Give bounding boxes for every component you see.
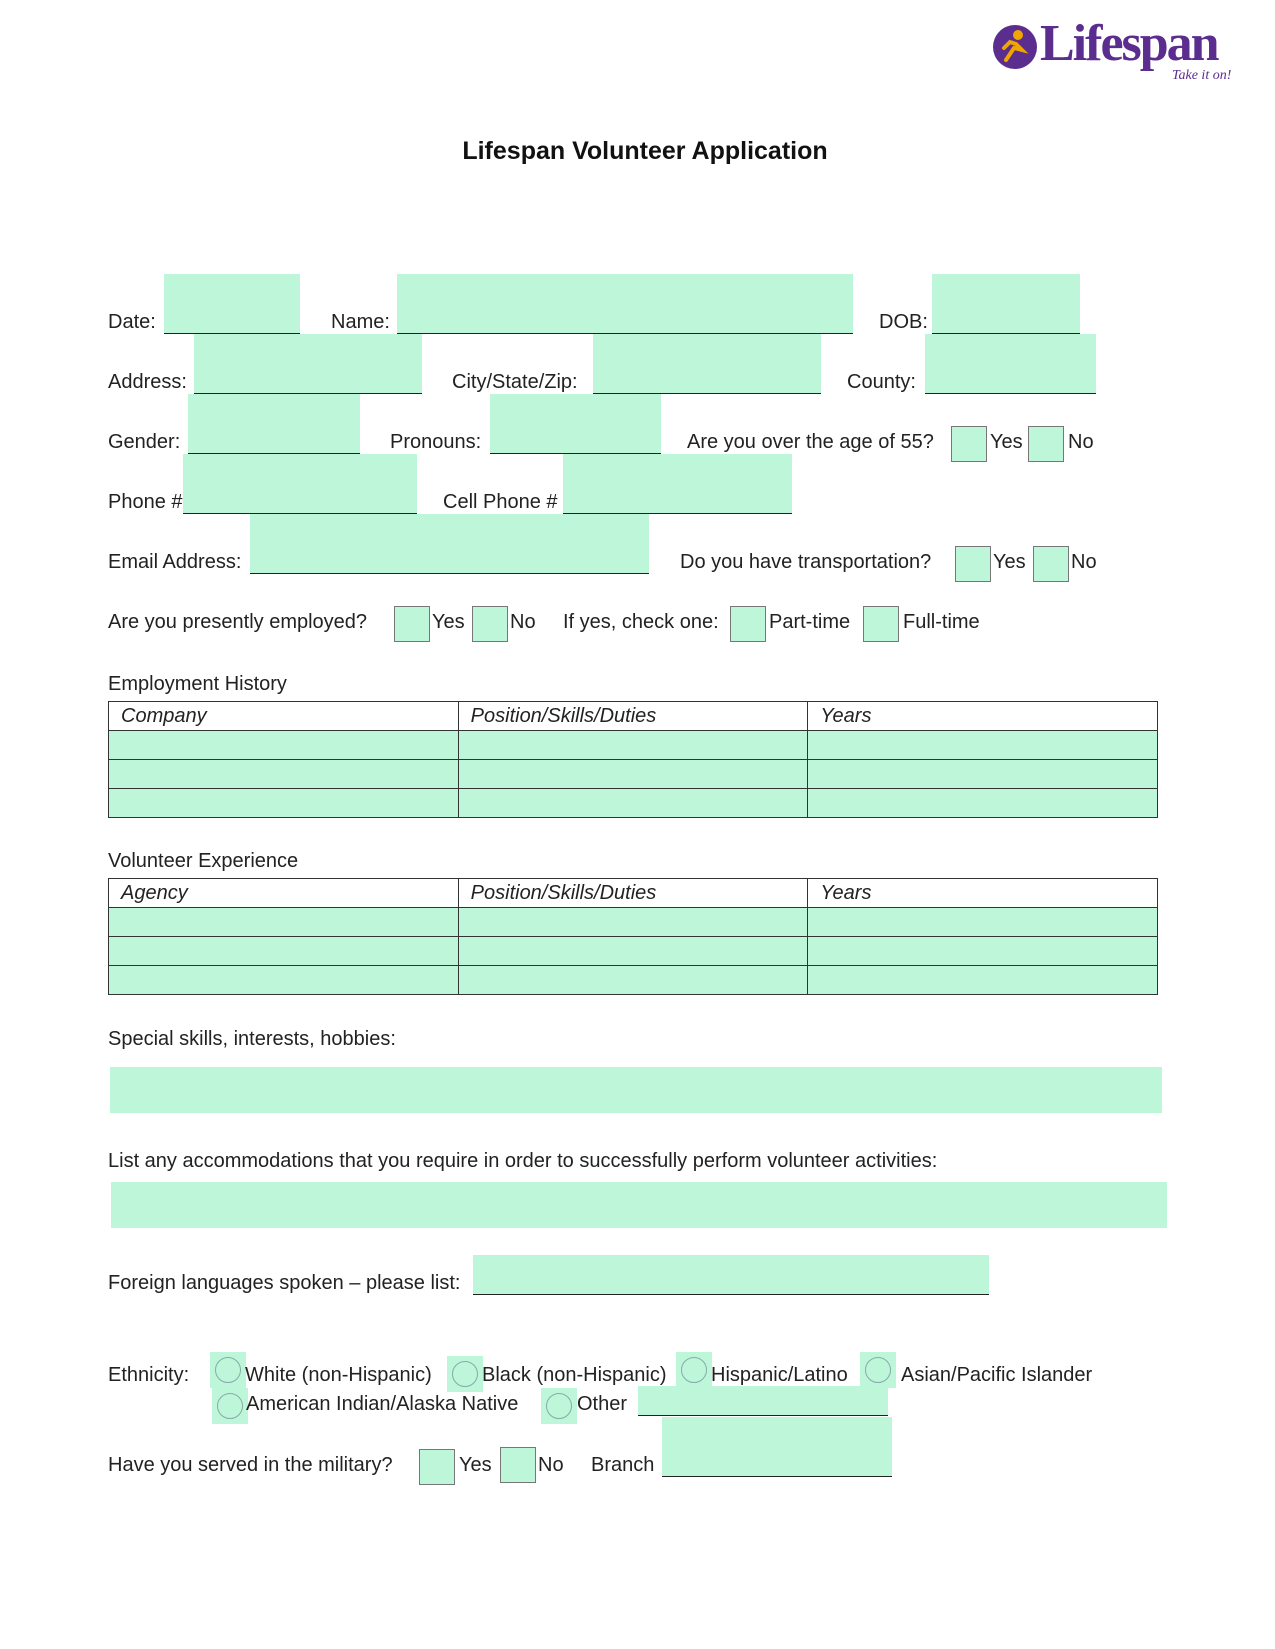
date-field[interactable] xyxy=(164,274,300,334)
years-cell[interactable] xyxy=(808,731,1158,760)
transportation-no-label: No xyxy=(1071,551,1097,573)
ethnicity-asian-label: Asian/Pacific Islander xyxy=(901,1364,1093,1386)
county-field[interactable] xyxy=(925,334,1096,394)
address-label: Address: xyxy=(108,371,187,393)
employed-label: Are you presently employed? xyxy=(108,611,368,633)
ethnicity-hispanic-label: Hispanic/Latino xyxy=(711,1364,848,1386)
part-time-label: Part-time xyxy=(769,611,851,633)
military-no-label: No xyxy=(538,1454,564,1476)
employment-history-heading: Employment History xyxy=(108,673,287,695)
agency-cell[interactable] xyxy=(109,966,459,995)
volunteer-experience-table xyxy=(108,878,1158,995)
position-cell[interactable] xyxy=(458,731,808,760)
ethnicity-black-label: Black (non-Hispanic) xyxy=(482,1364,667,1386)
employed-yes-label: Yes xyxy=(432,611,465,633)
over55-no-label: No xyxy=(1068,431,1094,453)
name-field[interactable] xyxy=(397,274,853,334)
logo-text: Lifespan xyxy=(1040,15,1218,72)
ethnicity-hispanic-radio[interactable] xyxy=(676,1352,712,1388)
ethnicity-american-indian-label: American Indian/Alaska Native xyxy=(246,1393,519,1415)
special-skills-label: Special skills, interests, hobbies: xyxy=(108,1028,396,1050)
county-label: County: xyxy=(847,371,916,393)
column-header: Position/Skills/Duties xyxy=(458,702,808,731)
logo-tagline: Take it on! xyxy=(1172,68,1232,83)
part-time-checkbox[interactable] xyxy=(730,606,766,642)
military-yes-checkbox[interactable] xyxy=(419,1449,455,1485)
over55-yes-checkbox[interactable] xyxy=(951,426,987,462)
years-cell[interactable] xyxy=(808,760,1158,789)
ethnicity-other-field[interactable] xyxy=(638,1386,888,1416)
full-time-label: Full-time xyxy=(903,611,980,633)
special-skills-field[interactable] xyxy=(110,1067,1162,1113)
name-label: Name: xyxy=(331,311,390,333)
email-label: Email Address: xyxy=(108,551,242,573)
if-yes-label: If yes, check one: xyxy=(563,611,719,633)
position-cell[interactable] xyxy=(458,966,808,995)
accommodations-label: List any accommodations that you require in order to successfully perform volunteer activities: xyxy=(108,1150,938,1172)
position-cell[interactable] xyxy=(458,937,808,966)
military-yes-label: Yes xyxy=(459,1454,492,1476)
position-cell[interactable] xyxy=(458,908,808,937)
column-header: Years xyxy=(808,879,1158,908)
table-header-row xyxy=(109,879,1158,908)
dob-field[interactable] xyxy=(932,274,1080,334)
employed-no-label: No xyxy=(510,611,536,633)
agency-cell[interactable] xyxy=(109,937,459,966)
ethnicity-other-radio[interactable] xyxy=(541,1388,577,1424)
military-no-checkbox[interactable] xyxy=(500,1447,536,1483)
ethnicity-white-radio[interactable] xyxy=(210,1352,246,1388)
languages-label: Foreign languages spoken – please list: xyxy=(108,1272,461,1294)
lifespan-logo xyxy=(992,15,1242,90)
gender-field[interactable] xyxy=(188,394,360,454)
company-cell[interactable] xyxy=(109,789,459,818)
over55-label: Are you over the age of 55? xyxy=(687,431,934,453)
city-state-zip-field[interactable] xyxy=(593,334,821,394)
years-cell[interactable] xyxy=(808,789,1158,818)
over55-no-checkbox[interactable] xyxy=(1028,426,1064,462)
cell-phone-label: Cell Phone # xyxy=(443,491,558,513)
pronouns-field[interactable] xyxy=(490,394,661,454)
employment-history-table xyxy=(108,701,1158,818)
address-field[interactable] xyxy=(194,334,422,394)
volunteer-experience-heading: Volunteer Experience xyxy=(108,850,299,872)
email-field[interactable] xyxy=(250,514,649,574)
table-row xyxy=(109,966,1158,995)
position-cell[interactable] xyxy=(458,789,808,818)
dob-label: DOB: xyxy=(879,311,928,333)
full-time-checkbox[interactable] xyxy=(863,606,899,642)
table-row xyxy=(109,789,1158,818)
ethnicity-other-label: Other xyxy=(577,1393,628,1415)
logo-figure-icon xyxy=(992,24,1038,70)
transportation-yes-checkbox[interactable] xyxy=(955,546,991,582)
transportation-yes-label: Yes xyxy=(993,551,1026,573)
position-cell[interactable] xyxy=(458,760,808,789)
city-state-zip-label: City/State/Zip: xyxy=(452,371,578,393)
column-header: Position/Skills/Duties xyxy=(458,879,808,908)
column-header: Agency xyxy=(109,879,459,908)
languages-field[interactable] xyxy=(473,1255,989,1295)
agency-cell[interactable] xyxy=(109,908,459,937)
military-label: Have you served in the military? xyxy=(108,1454,393,1476)
ethnicity-american-indian-radio[interactable] xyxy=(212,1388,248,1424)
column-header: Company xyxy=(109,702,459,731)
accommodations-field[interactable] xyxy=(111,1182,1167,1228)
branch-field[interactable] xyxy=(662,1417,892,1477)
table-row xyxy=(109,731,1158,760)
cell-phone-field[interactable] xyxy=(563,454,792,514)
employed-yes-checkbox[interactable] xyxy=(394,606,430,642)
table-row xyxy=(109,760,1158,789)
years-cell[interactable] xyxy=(808,937,1158,966)
phone-label: Phone # xyxy=(108,491,183,513)
over55-yes-label: Yes xyxy=(990,431,1023,453)
phone-field[interactable] xyxy=(183,454,417,514)
table-row xyxy=(109,937,1158,966)
transportation-label: Do you have transportation? xyxy=(680,551,932,573)
branch-label: Branch xyxy=(591,1454,655,1476)
transportation-no-checkbox[interactable] xyxy=(1033,546,1069,582)
company-cell[interactable] xyxy=(109,760,459,789)
ethnicity-asian-radio[interactable] xyxy=(860,1352,896,1388)
column-header: Years xyxy=(808,702,1158,731)
years-cell[interactable] xyxy=(808,908,1158,937)
table-header-row xyxy=(109,702,1158,731)
ethnicity-black-radio[interactable] xyxy=(447,1356,483,1392)
employed-no-checkbox[interactable] xyxy=(472,606,508,642)
ethnicity-white-label: White (non-Hispanic) xyxy=(245,1364,432,1386)
ethnicity-label: Ethnicity: xyxy=(108,1364,190,1386)
years-cell[interactable] xyxy=(808,966,1158,995)
date-label: Date: xyxy=(108,311,156,333)
gender-label: Gender: xyxy=(108,431,181,453)
page-title: Lifespan Volunteer Application xyxy=(462,137,828,165)
company-cell[interactable] xyxy=(109,731,459,760)
pronouns-label: Pronouns: xyxy=(390,431,482,453)
table-row xyxy=(109,908,1158,937)
